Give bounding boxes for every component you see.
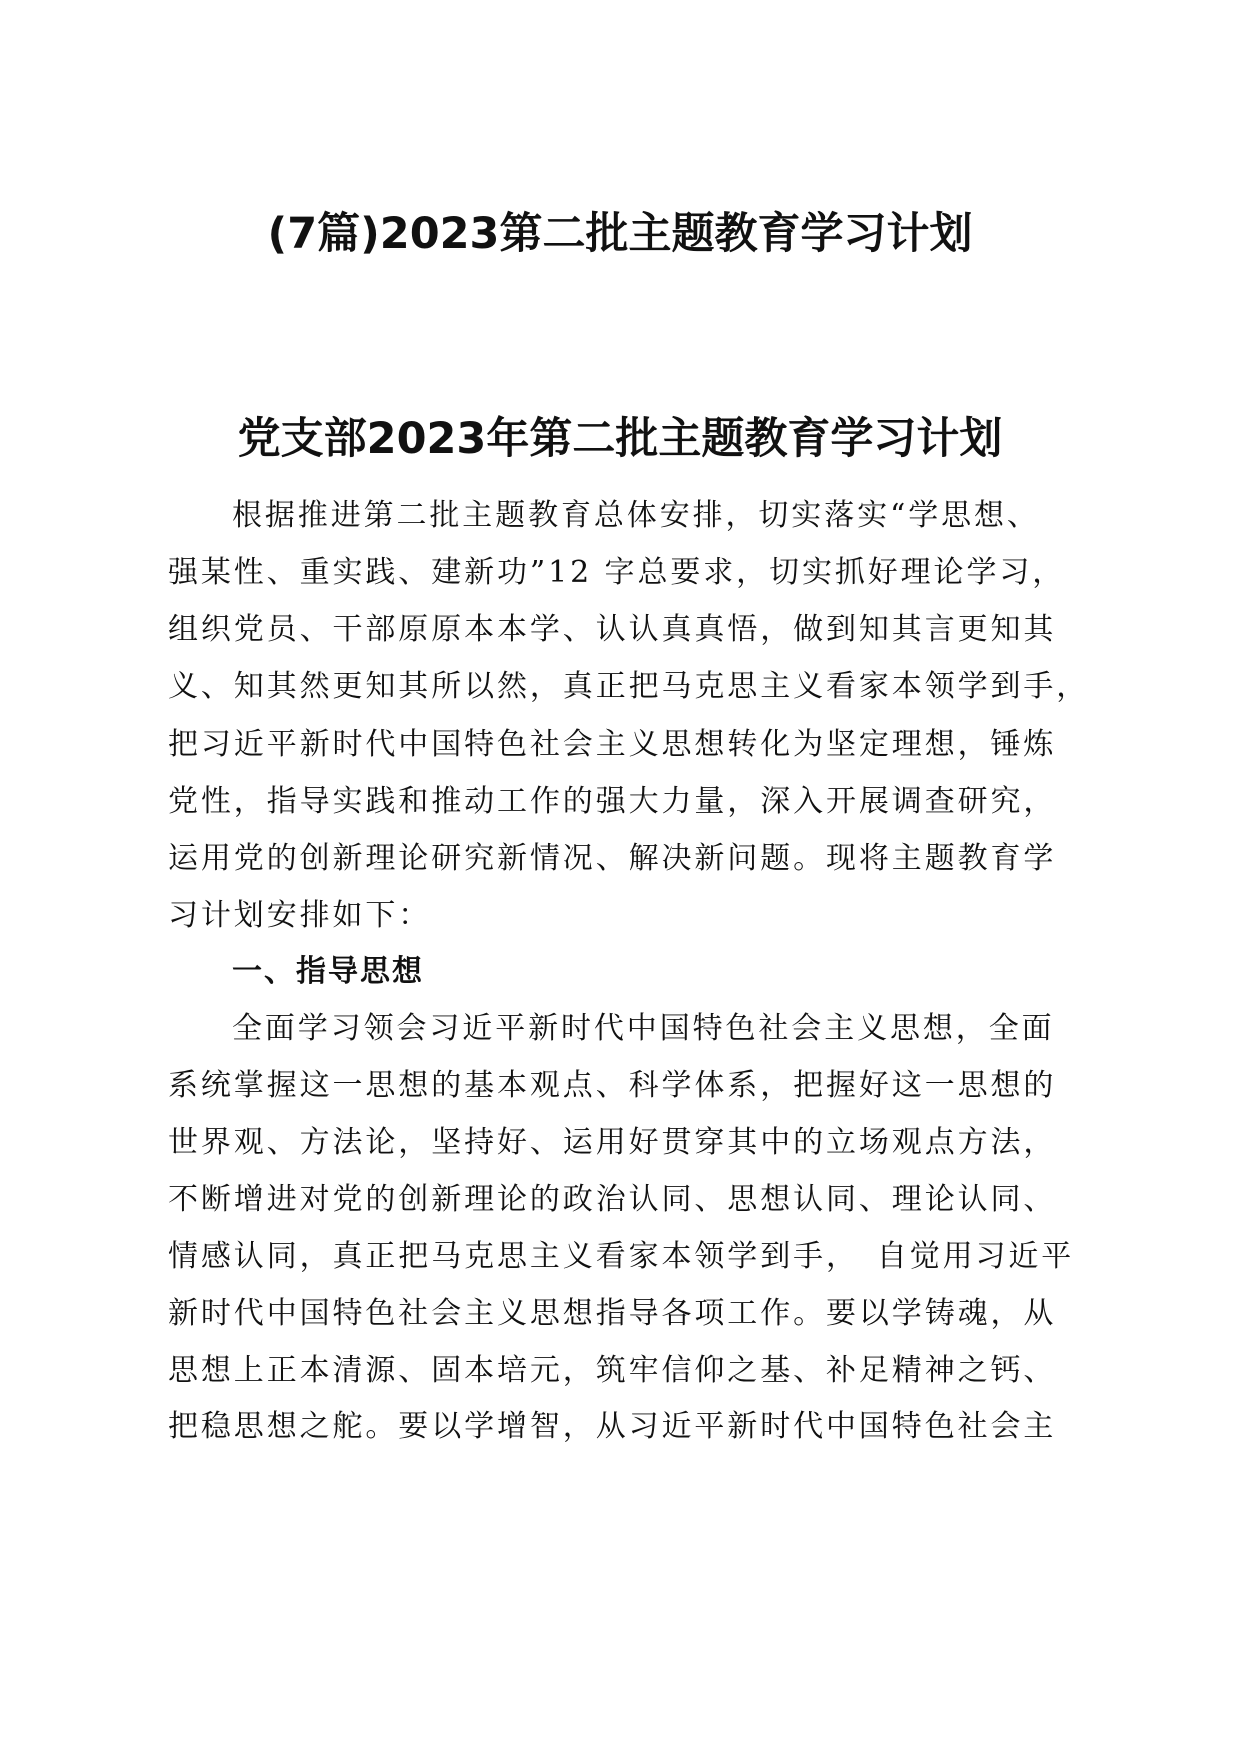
intro-paragraph-line: 根据推进第二批主题教育总体安排，切实落实“学思想、 (232, 498, 1040, 533)
section-paragraph-line: 把稳思想之舵。要以学增智，从习近平新时代中国特色社会主 (168, 1409, 1057, 1444)
section-paragraph-line: 情感认同，真正把马克思主义看家本领学到手， 自觉用习近平 (168, 1239, 1075, 1274)
intro-paragraph-line: 把习近平新时代中国特色社会主义思想转化为坚定理想，锤炼 (168, 727, 1057, 762)
section-paragraph-line: 不断增进对党的创新理论的政治认同、思想认同、理论认同、 (168, 1182, 1057, 1217)
intro-paragraph-line: 强某性、重实践、建新功”12 字总要求，切实抓好理论学习， (168, 555, 1066, 590)
section-paragraph-line: 思想上正本清源、固本培元，筑牢信仰之基、补足精神之钙、 (168, 1353, 1057, 1388)
intro-paragraph-line: 运用党的创新理论研究新情况、解决新问题。现将主题教育学 (168, 841, 1057, 876)
section-paragraph-line: 世界观、方法论，坚持好、运用好贯穿其中的立场观点方法， (168, 1125, 1057, 1160)
section-paragraph-line: 新时代中国特色社会主义思想指导各项工作。要以学铸魂，从 (168, 1296, 1057, 1331)
document-subtitle: 党支部2023年第二批主题教育学习计划 (237, 414, 1003, 464)
document-title: (7篇)2023第二批主题教育学习计划 (267, 209, 973, 259)
intro-paragraph-line: 党性，指导实践和推动工作的强大力量，深入开展调查研究， (168, 784, 1057, 819)
intro-paragraph-line: 义、知其然更知其所以然，真正把马克思主义看家本领学到手， (168, 669, 1090, 704)
section-paragraph-line: 系统掌握这一思想的基本观点、科学体系，把握好这一思想的 (168, 1068, 1057, 1103)
section-heading: 一、指导思想 (232, 954, 424, 989)
section-paragraph-line: 全面学习领会习近平新时代中国特色社会主义思想，全面 (232, 1011, 1055, 1046)
intro-paragraph-line: 习计划安排如下： (168, 898, 432, 933)
intro-paragraph-line: 组织党员、干部原原本本学、认认真真悟，做到知其言更知其 (168, 612, 1057, 647)
